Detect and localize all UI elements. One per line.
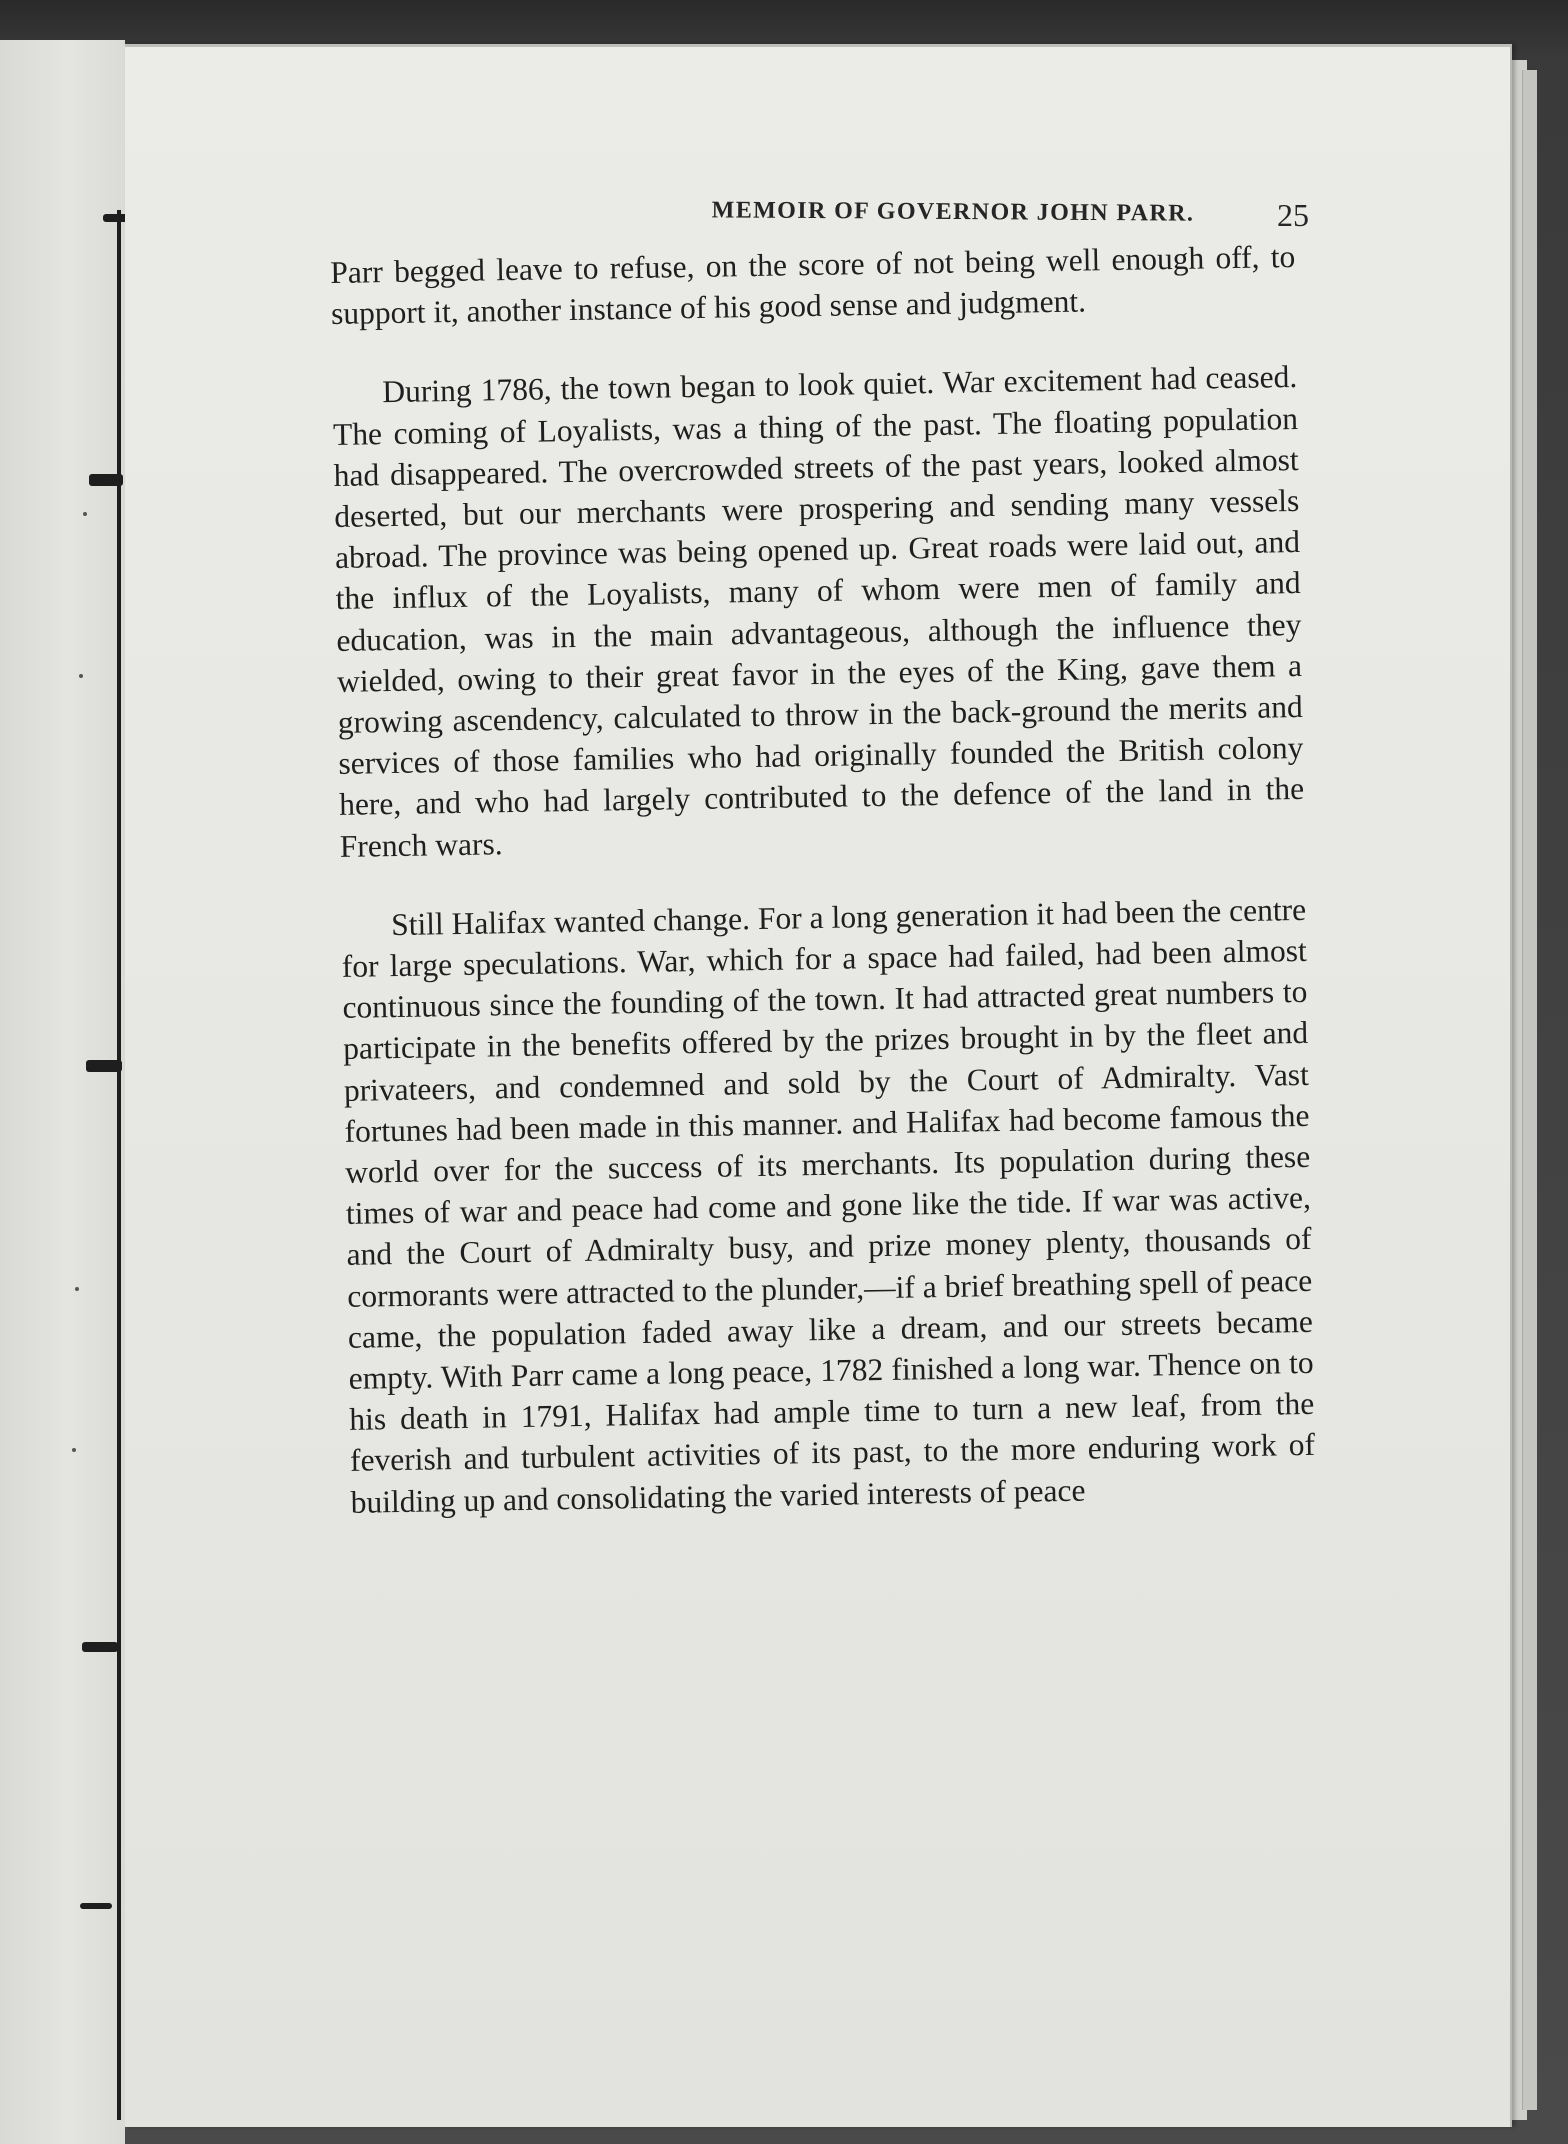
binding-thread [117, 210, 121, 2120]
paragraph: During 1786, the town began to look quiet. War excitement had ceased. The coming of Loyalists, was a thing of the past. The floating population had disappeared. The overcrowded streets of the past years, looked almost deserted, but our merchants were prospering and sending many vessels abroad. The province was being opened up. Great roads were laid out, and the influx of the Loyalists, many of whom were men of family and education, was in the main advantageous, although the influence they wielded, owing to their great favor in the eyes of the King, gave them a growing ascendency, calculated to throw in the back-ground the merits and services of those families who had originally founded the British colony here, and who had largely contributed to the defence of the land in the French wars. [332, 359, 1305, 864]
binding-stitch [82, 1642, 118, 1652]
binding-dot [83, 512, 87, 516]
binding-gutter [0, 40, 125, 2144]
binding-stitch [89, 474, 123, 486]
page-edge [1522, 70, 1537, 2110]
binding-dot [75, 1287, 79, 1291]
book-page [125, 44, 1512, 2127]
paragraph: Still Halifax wanted change. For a long generation it had been the centre for large speculations. War, which for a space had failed, had been almost continuous since the founding of the town. It had attracted great numbers to participate in the benefits offered by the prizes brought in by the fleet and privateers, and condemned and sold by the Court of Admiralty. Vast fortunes had been made in this manner. and Halifax had become famous the world over for the success of its merchants. Its population during these times of war and peace had come and gone like the tide. If war was active, and the Court of Admiralty busy, and prize money plenty, thousands of cormorants were attracted to the plunder,—if a brief breathing spell of peace came, the population faded away like a dream, and our streets became empty. With Parr came a long peace, 1782 finished a long war. Thence on to his death in 1791, Halifax had ample time to turn a new leaf, from the feverish and turbulent activities of its past, to the more enduring work of building up and consolidating the varied interests of peace [341, 891, 1316, 1520]
paragraph: Parr begged leave to refuse, on the score of not being well enough off, to support it, another instance of his good sense and judgment. [330, 239, 1296, 332]
binding-dot [72, 1448, 76, 1452]
running-head: MEMOIR OF GOVERNOR JOHN PARR. [711, 197, 1195, 227]
binding-stitch [86, 1060, 122, 1072]
binding-stitch [80, 1903, 112, 1909]
page-number: 25 [1277, 197, 1309, 233]
body-text [330, 236, 1316, 1523]
binding-dot [79, 674, 83, 678]
